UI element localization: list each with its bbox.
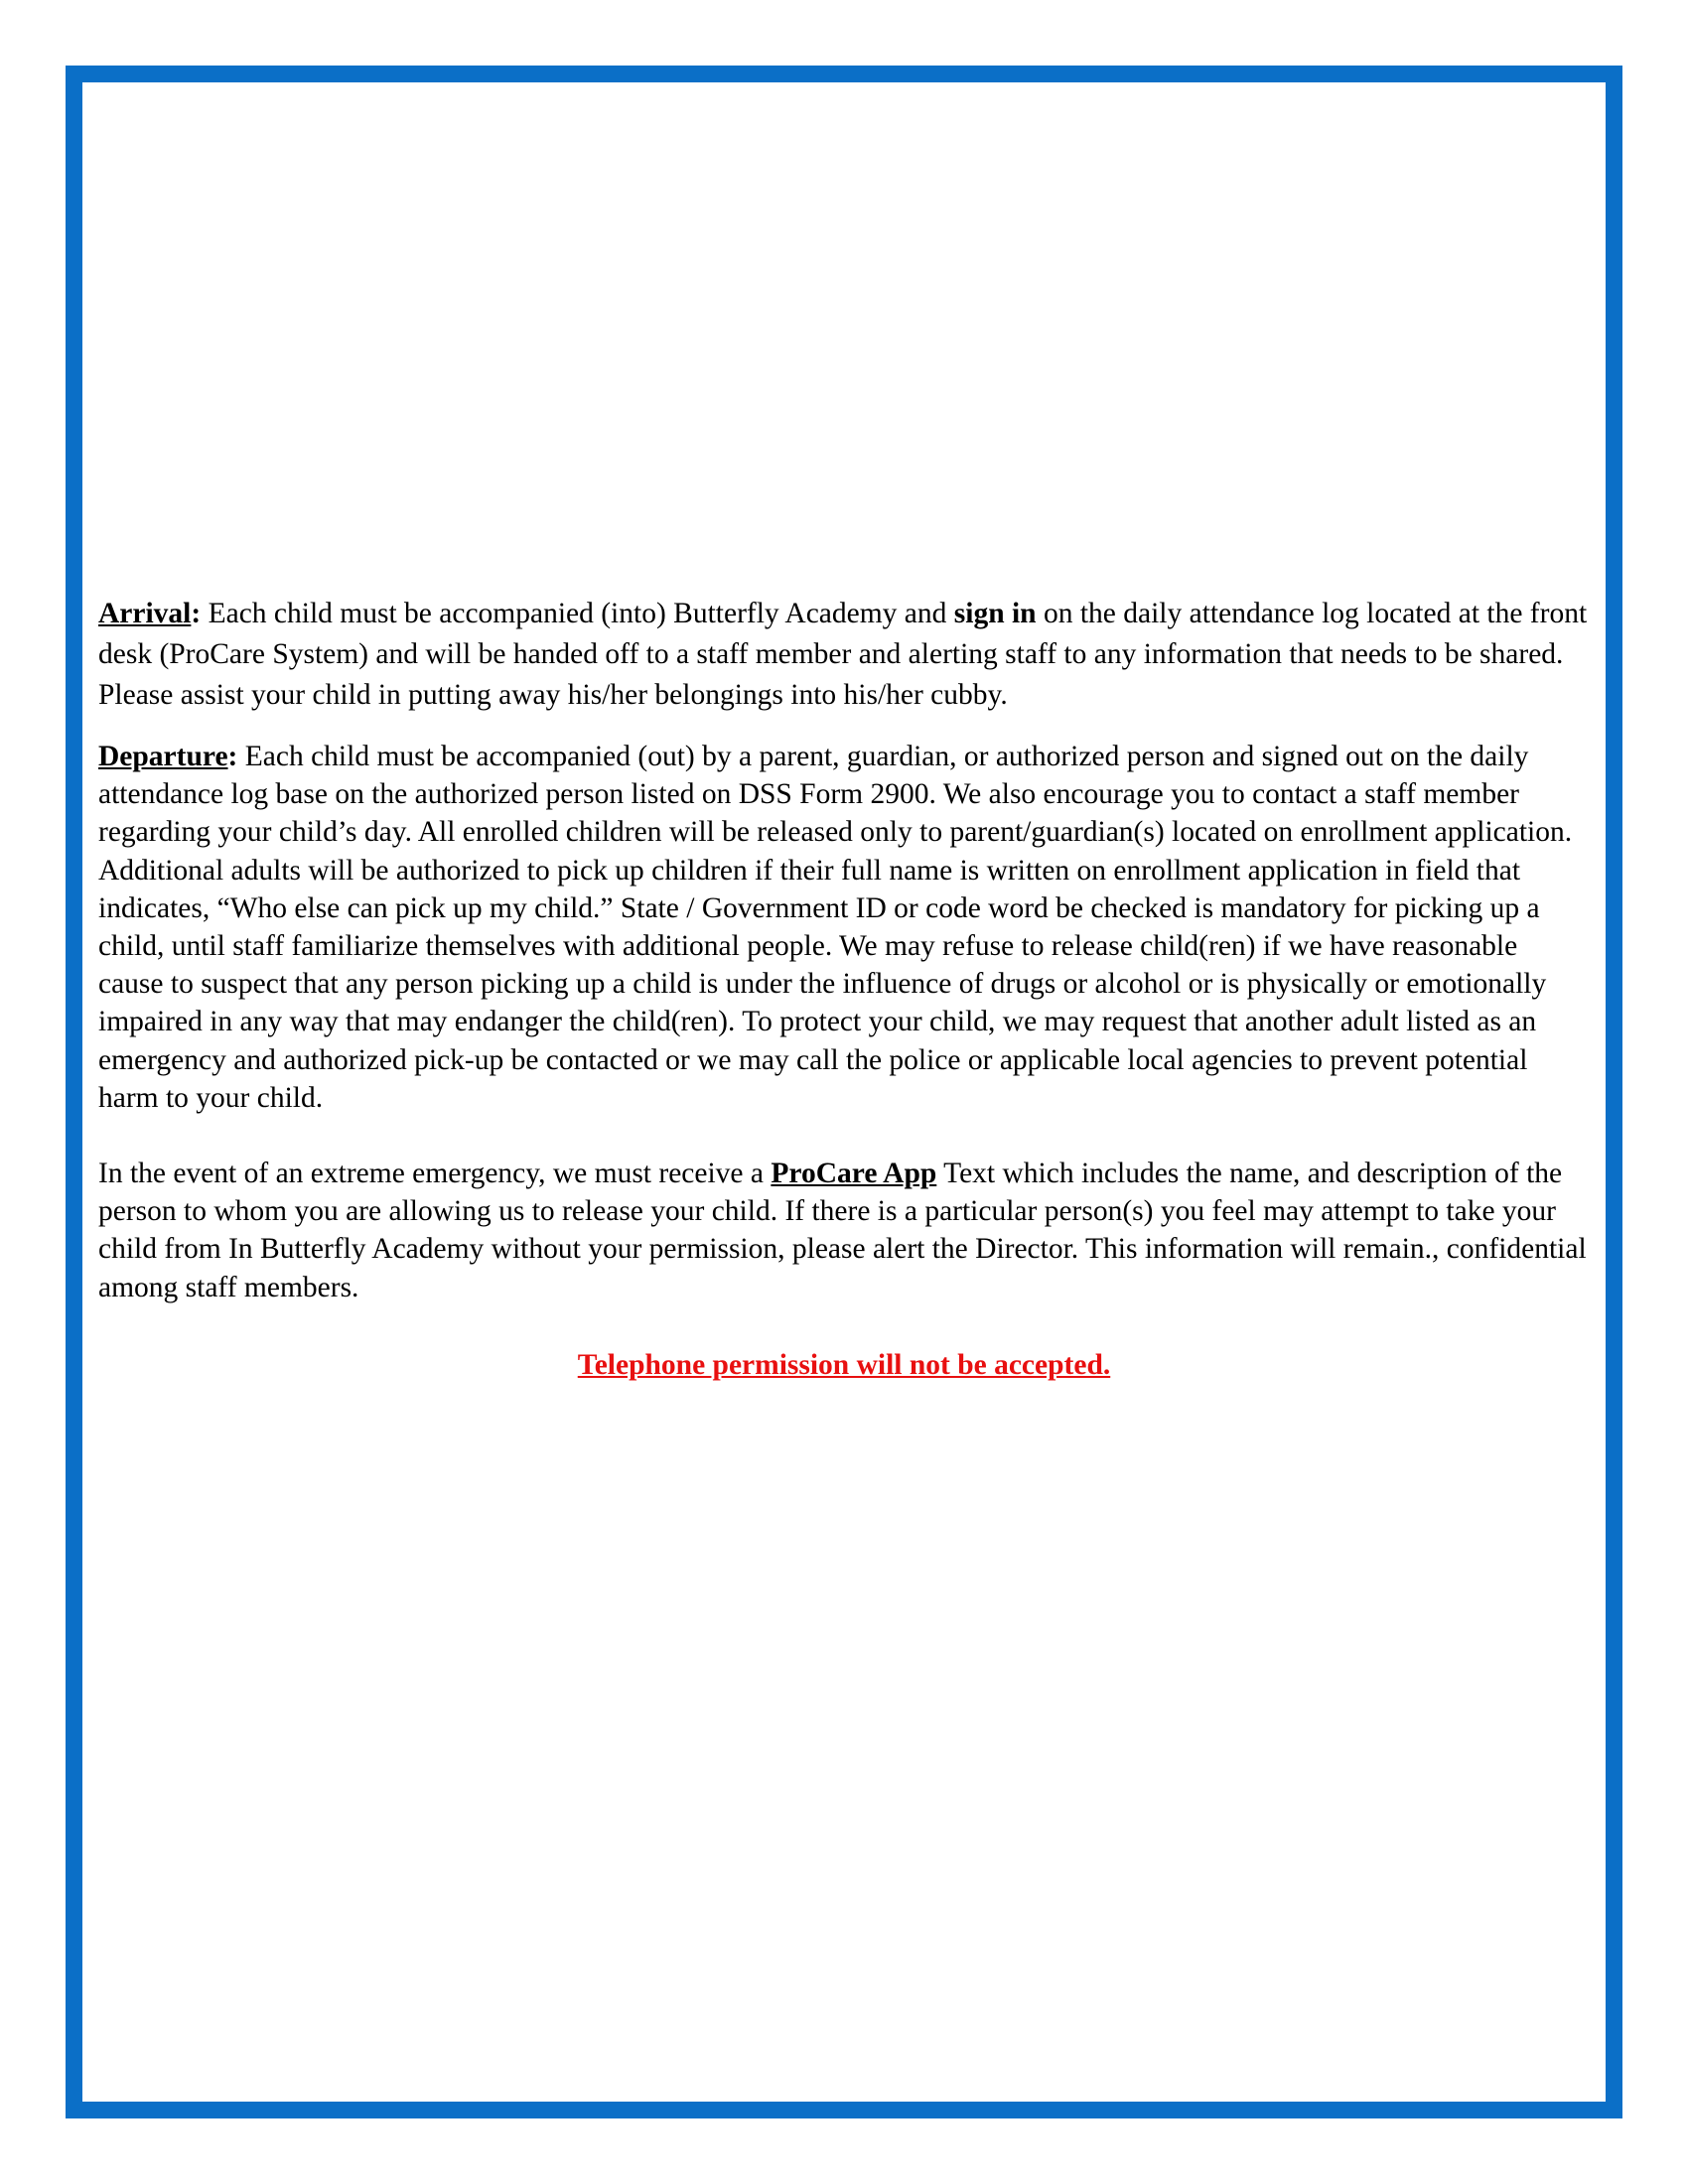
departure-heading-colon: :: [227, 741, 238, 772]
arrival-text-part-2: on the daily attendance log located at the front desk (ProCare System) and will be handed off to a staff member and alerting staff to any information that needs to be shared. Please assist your child in putting away his/her belongings into his/her cubby.: [98, 598, 1588, 711]
departure-paragraph: [98, 738, 1588, 1117]
emergency-text-part-2: Text which includes the name, and description of the person to whom you are allowing us to release your child. If there is a particular person(s) you feel may attempt to take your child from In Butterfly Academy without your permission, please alert the Director. This information will remain., confidential among staff members.: [98, 1158, 1587, 1303]
departure-heading: Departure: [98, 741, 228, 772]
arrival-paragraph: [98, 594, 1588, 716]
emergency-paragraph: [98, 1155, 1588, 1306]
arrival-text-part-1: Each child must be accompanied (into) Butterfly Academy and: [201, 598, 954, 629]
arrival-heading-colon: :: [191, 598, 202, 629]
emergency-text-part-1: In the event of an extreme emergency, we must receive a: [98, 1158, 772, 1190]
procare-app-label: ProCare App: [771, 1158, 937, 1190]
document-body: [98, 594, 1588, 1384]
telephone-permission-notice: Telephone permission will not be accepted.: [577, 1348, 1111, 1381]
sign-in-emphasis: sign in: [953, 598, 1037, 629]
arrival-heading: Arrival: [98, 598, 192, 629]
departure-text: Each child must be accompanied (out) by a parent, guardian, or authorized person and signed out on the daily attendance log base on the authorized person listed on DSS Form 2900. We also encourage you to contact a staff member regarding your child’s day. All enrolled children will be released only to parent/guardian(s) located on enrollment application. Additional adults will be authorized to pick up children if their full name is written on enrollment application in field that indicates, “Who else can pick up my child.” State / Government ID or code word be checked is mandatory for picking up a child, until staff familiarize themselves with additional people. We may refuse to release child(ren) if we have reasonable cause to suspect that any person picking up a child is under the influence of drugs or alcohol or is physically or emotionally impaired in any way that may endanger the child(ren). To protect your child, we may request that another adult listed as an emergency and authorized pick-up be contacted or we may call the police or applicable local agencies to prevent potential harm to your child.: [98, 741, 1573, 1114]
